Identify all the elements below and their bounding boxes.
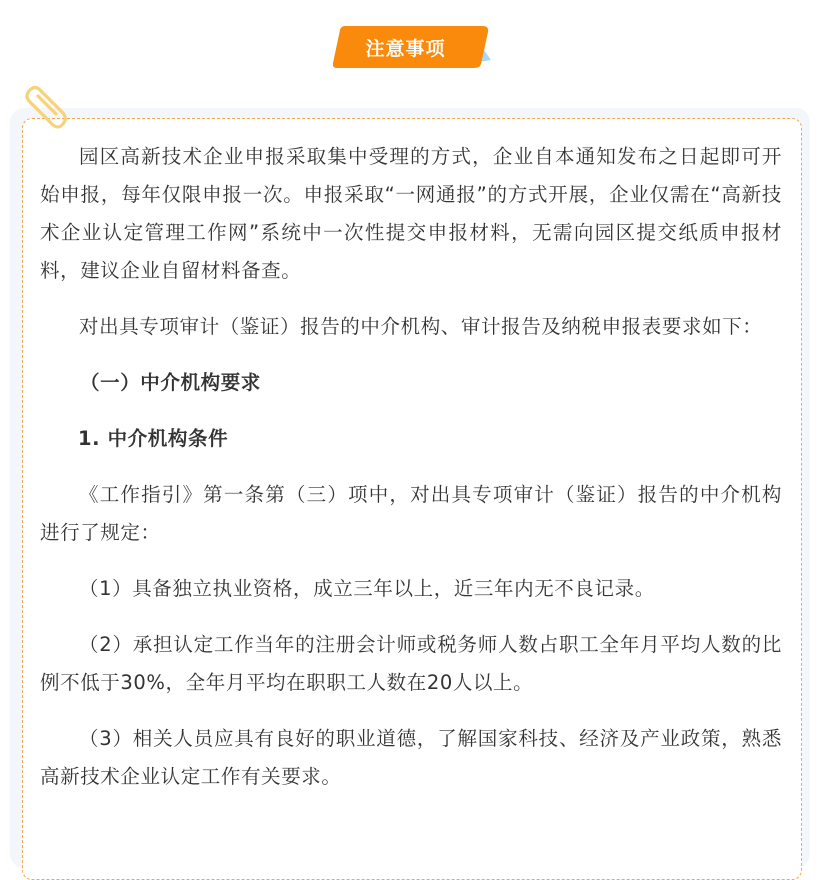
paragraph-intro: 园区高新技术企业申报采取集中受理的方式，企业自本通知发布之日起即可开始申报，每年仅限申报一次。申报采取“一网通报”的方式开展，企业仅需在“高新技术企业认定管理工作网”系统中一次性提交申报材料，无需向园区提交纸质申报材料，建议企业自留材料备查。 — [40, 145, 782, 282]
paperclip-icon — [18, 80, 68, 132]
condition-item-3: （3）相关人员应具有良好的职业道德，了解国家科技、经济及产业政策，熟悉高新技术企业认定工作有关要求。 — [40, 727, 782, 788]
notice-content — [40, 138, 782, 796]
paragraph-guideline: 《工作指引》第一条第（三）项中，对出具专项审计（鉴证）报告的中介机构进行了规定： — [40, 483, 782, 544]
notice-banner — [333, 24, 489, 70]
subsection-heading: 1. 中介机构条件 — [78, 427, 229, 450]
section-heading: （一）中介机构要求 — [80, 371, 261, 394]
condition-item-2: （2）承担认定工作当年的注册会计师或税务师人数占职工全年月平均人数的比例不低于30%，全年月平均在职职工人数在20人以上。 — [40, 633, 782, 694]
paragraph-requirements: 对出具专项审计（鉴证）报告的中介机构、审计报告及纳税申报表要求如下： — [79, 315, 763, 338]
condition-item-1: （1）具备独立执业资格，成立三年以上，近三年内无不良记录。 — [79, 577, 655, 600]
banner-title: 注意事项 — [365, 37, 446, 60]
